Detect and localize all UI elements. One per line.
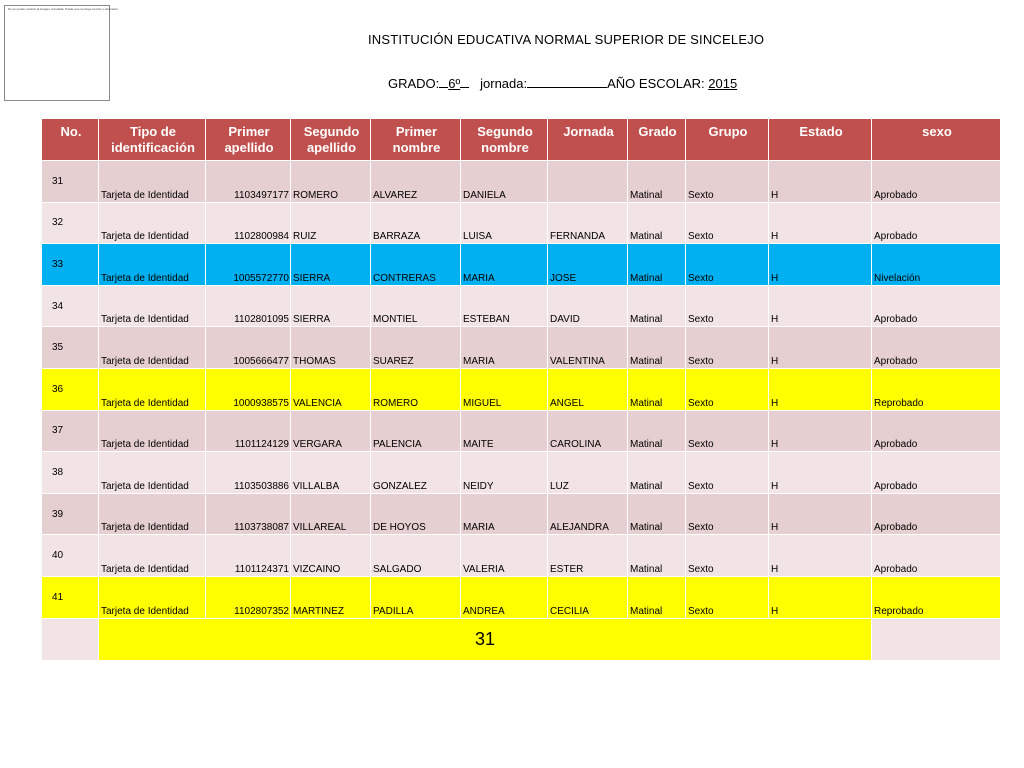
- linked-image-placeholder: [4, 5, 119, 101]
- cell-grado: Sexto: [686, 535, 769, 577]
- cell-no: 35: [42, 327, 99, 369]
- cell-no: 37: [42, 410, 99, 452]
- cell-jornada: Matinal: [628, 493, 686, 535]
- student-roster-table: [41, 118, 1001, 661]
- cell-jornada: Matinal: [628, 202, 686, 244]
- cell-estado: Aprobado: [872, 161, 1001, 203]
- cell-jornada: Matinal: [628, 452, 686, 494]
- grado-value: 6º: [448, 76, 461, 91]
- cell-documento: 1102807352: [206, 576, 291, 618]
- cell-segundo-nombre: DAVID: [548, 285, 628, 327]
- cell-no: 41: [42, 576, 99, 618]
- cell-segundo-nombre: CAROLINA: [548, 410, 628, 452]
- cell-grupo: H: [769, 368, 872, 410]
- col-grupo-header: Grupo: [686, 119, 769, 161]
- cell-primer-apellido: VIZCAINO: [291, 535, 371, 577]
- cell-estado: Reprobado: [872, 576, 1001, 618]
- jornada-label: jornada:: [480, 76, 528, 91]
- cell-grupo: H: [769, 410, 872, 452]
- cell-estado: Aprobado: [872, 410, 1001, 452]
- table-row: [42, 576, 1001, 618]
- col-segundo-apellido-header: Segundo apellido: [291, 119, 371, 161]
- table-row: [42, 285, 1001, 327]
- col-tipo-identificacion-header: Tipo de identificación: [99, 119, 206, 161]
- cell-segundo-nombre: [548, 161, 628, 203]
- cell-grado: Sexto: [686, 452, 769, 494]
- cell-primer-apellido: RUIZ: [291, 202, 371, 244]
- cell-jornada: Matinal: [628, 368, 686, 410]
- cell-no: 32: [42, 202, 99, 244]
- cell-primer-apellido: VILLAREAL: [291, 493, 371, 535]
- cell-grupo: H: [769, 493, 872, 535]
- cell-grado: Sexto: [686, 410, 769, 452]
- cell-primer-nombre: DANIELA: [461, 161, 548, 203]
- cell-documento: 1103738087: [206, 493, 291, 535]
- cell-primer-nombre: MARIA: [461, 327, 548, 369]
- cell-no: 31: [42, 161, 99, 203]
- cell-primer-nombre: LUISA: [461, 202, 548, 244]
- table-row: [42, 202, 1001, 244]
- total-row: [42, 618, 1001, 660]
- cell-primer-nombre: MIGUEL: [461, 368, 548, 410]
- cell-primer-nombre: MARIA: [461, 244, 548, 286]
- cell-grupo: H: [769, 327, 872, 369]
- grado-label: GRADO:: [388, 76, 440, 91]
- cell-segundo-nombre: FERNANDA: [548, 202, 628, 244]
- cell-primer-nombre: ESTEBAN: [461, 285, 548, 327]
- cell-grado: Sexto: [686, 285, 769, 327]
- cell-grado: Sexto: [686, 368, 769, 410]
- cell-no: 33: [42, 244, 99, 286]
- cell-documento: 1000938575: [206, 368, 291, 410]
- col-sexo-header: sexo: [872, 119, 1001, 161]
- cell-documento: 1005666477: [206, 327, 291, 369]
- cell-primer-apellido: VALENCIA: [291, 368, 371, 410]
- cell-segundo-nombre: ANGEL: [548, 368, 628, 410]
- cell-grado: Sexto: [686, 161, 769, 203]
- cell-documento: 1103503886: [206, 452, 291, 494]
- anio-label: AÑO ESCOLAR:: [607, 76, 709, 91]
- cell-primer-apellido: THOMAS: [291, 327, 371, 369]
- table-row: [42, 368, 1001, 410]
- cell-segundo-apellido: SALGADO: [371, 535, 461, 577]
- cell-segundo-nombre: VALENTINA: [548, 327, 628, 369]
- cell-primer-nombre: VALERIA: [461, 535, 548, 577]
- cell-primer-apellido: VILLALBA: [291, 452, 371, 494]
- col-primer-nombre-header: Primer nombre: [371, 119, 461, 161]
- cell-estado: Aprobado: [872, 327, 1001, 369]
- cell-tipo-identificacion: Tarjeta de Identidad: [99, 244, 206, 286]
- total-empty-cell: [42, 618, 99, 660]
- cell-estado: Nivelación: [872, 244, 1001, 286]
- cell-estado: Aprobado: [872, 452, 1001, 494]
- cell-segundo-apellido: PALENCIA: [371, 410, 461, 452]
- cell-segundo-nombre: CECILIA: [548, 576, 628, 618]
- cell-segundo-nombre: ESTER: [548, 535, 628, 577]
- cell-segundo-nombre: JOSE: [548, 244, 628, 286]
- cell-primer-nombre: ANDREA: [461, 576, 548, 618]
- cell-no: 34: [42, 285, 99, 327]
- cell-tipo-identificacion: Tarjeta de Identidad: [99, 161, 206, 203]
- cell-tipo-identificacion: Tarjeta de Identidad: [99, 535, 206, 577]
- cell-jornada: Matinal: [628, 161, 686, 203]
- cell-documento: 1101124129: [206, 410, 291, 452]
- table-row: [42, 493, 1001, 535]
- table-row: [42, 410, 1001, 452]
- cell-grupo: H: [769, 161, 872, 203]
- cell-grado: Sexto: [686, 576, 769, 618]
- col-estado-header: Estado: [769, 119, 872, 161]
- grade-line: [388, 75, 737, 91]
- cell-grupo: H: [769, 535, 872, 577]
- table-row: [42, 327, 1001, 369]
- col-jornada-header: Jornada: [548, 119, 628, 161]
- cell-tipo-identificacion: Tarjeta de Identidad: [99, 285, 206, 327]
- cell-segundo-apellido: MONTIEL: [371, 285, 461, 327]
- cell-primer-apellido: VERGARA: [291, 410, 371, 452]
- table-row: [42, 535, 1001, 577]
- cell-documento: 1103497177: [206, 161, 291, 203]
- cell-grado: Sexto: [686, 244, 769, 286]
- cell-segundo-apellido: PADILLA: [371, 576, 461, 618]
- cell-primer-nombre: NEIDY: [461, 452, 548, 494]
- cell-jornada: Matinal: [628, 285, 686, 327]
- cell-tipo-identificacion: Tarjeta de Identidad: [99, 452, 206, 494]
- cell-tipo-identificacion: Tarjeta de Identidad: [99, 410, 206, 452]
- cell-estado: Aprobado: [872, 285, 1001, 327]
- cell-grupo: H: [769, 202, 872, 244]
- col-primer-apellido-header: Primer apellido: [206, 119, 291, 161]
- table-row: [42, 161, 1001, 203]
- cell-estado: Aprobado: [872, 493, 1001, 535]
- total-empty-cell: [872, 618, 1001, 660]
- jornada-blank: [527, 75, 607, 88]
- cell-segundo-apellido: ROMERO: [371, 368, 461, 410]
- cell-segundo-apellido: SUAREZ: [371, 327, 461, 369]
- cell-estado: Aprobado: [872, 202, 1001, 244]
- cell-primer-apellido: MARTINEZ: [291, 576, 371, 618]
- cell-grupo: H: [769, 285, 872, 327]
- table-row: [42, 452, 1001, 494]
- cell-segundo-apellido: CONTRERAS: [371, 244, 461, 286]
- broken-image-caption: No se puede mostrar la imagen vinculada. Puede que se haya movido o eliminado.: [8, 7, 119, 11]
- cell-grado: Sexto: [686, 493, 769, 535]
- cell-documento: 1102800984: [206, 202, 291, 244]
- cell-estado: Aprobado: [872, 535, 1001, 577]
- anio-value: 2015: [708, 76, 738, 91]
- cell-grado: Sexto: [686, 327, 769, 369]
- institution-title: INSTITUCIÓN EDUCATIVA NORMAL SUPERIOR DE SINCELEJO: [368, 32, 765, 47]
- cell-grado: Sexto: [686, 202, 769, 244]
- col-no-header: No.: [42, 119, 99, 161]
- cell-tipo-identificacion: Tarjeta de Identidad: [99, 368, 206, 410]
- cell-documento: 1005572770: [206, 244, 291, 286]
- cell-primer-apellido: SIERRA: [291, 244, 371, 286]
- cell-segundo-apellido: BARRAZA: [371, 202, 461, 244]
- cell-tipo-identificacion: Tarjeta de Identidad: [99, 493, 206, 535]
- cell-segundo-apellido: DE HOYOS: [371, 493, 461, 535]
- cell-documento: 1102801095: [206, 285, 291, 327]
- cell-estado: Reprobado: [872, 368, 1001, 410]
- cell-no: 40: [42, 535, 99, 577]
- cell-jornada: Matinal: [628, 244, 686, 286]
- cell-tipo-identificacion: Tarjeta de Identidad: [99, 576, 206, 618]
- cell-grupo: H: [769, 576, 872, 618]
- col-segundo-nombre-header: Segundo nombre: [461, 119, 548, 161]
- cell-primer-nombre: MARIA: [461, 493, 548, 535]
- cell-primer-apellido: ROMERO: [291, 161, 371, 203]
- cell-documento: 1101124371: [206, 535, 291, 577]
- table-row: [42, 244, 1001, 286]
- cell-grupo: H: [769, 452, 872, 494]
- cell-tipo-identificacion: Tarjeta de Identidad: [99, 327, 206, 369]
- cell-segundo-apellido: GONZALEZ: [371, 452, 461, 494]
- cell-segundo-nombre: LUZ: [548, 452, 628, 494]
- cell-tipo-identificacion: Tarjeta de Identidad: [99, 202, 206, 244]
- col-grado-header: Grado: [628, 119, 686, 161]
- cell-primer-apellido: SIERRA: [291, 285, 371, 327]
- cell-jornada: Matinal: [628, 327, 686, 369]
- cell-no: 38: [42, 452, 99, 494]
- cell-primer-nombre: MAITE: [461, 410, 548, 452]
- cell-jornada: Matinal: [628, 410, 686, 452]
- cell-segundo-nombre: ALEJANDRA: [548, 493, 628, 535]
- cell-jornada: Matinal: [628, 576, 686, 618]
- cell-jornada: Matinal: [628, 535, 686, 577]
- cell-no: 36: [42, 368, 99, 410]
- table-header-row: [42, 119, 1001, 161]
- total-count: 31: [99, 618, 872, 660]
- cell-grupo: H: [769, 244, 872, 286]
- cell-segundo-apellido: ALVAREZ: [371, 161, 461, 203]
- cell-no: 39: [42, 493, 99, 535]
